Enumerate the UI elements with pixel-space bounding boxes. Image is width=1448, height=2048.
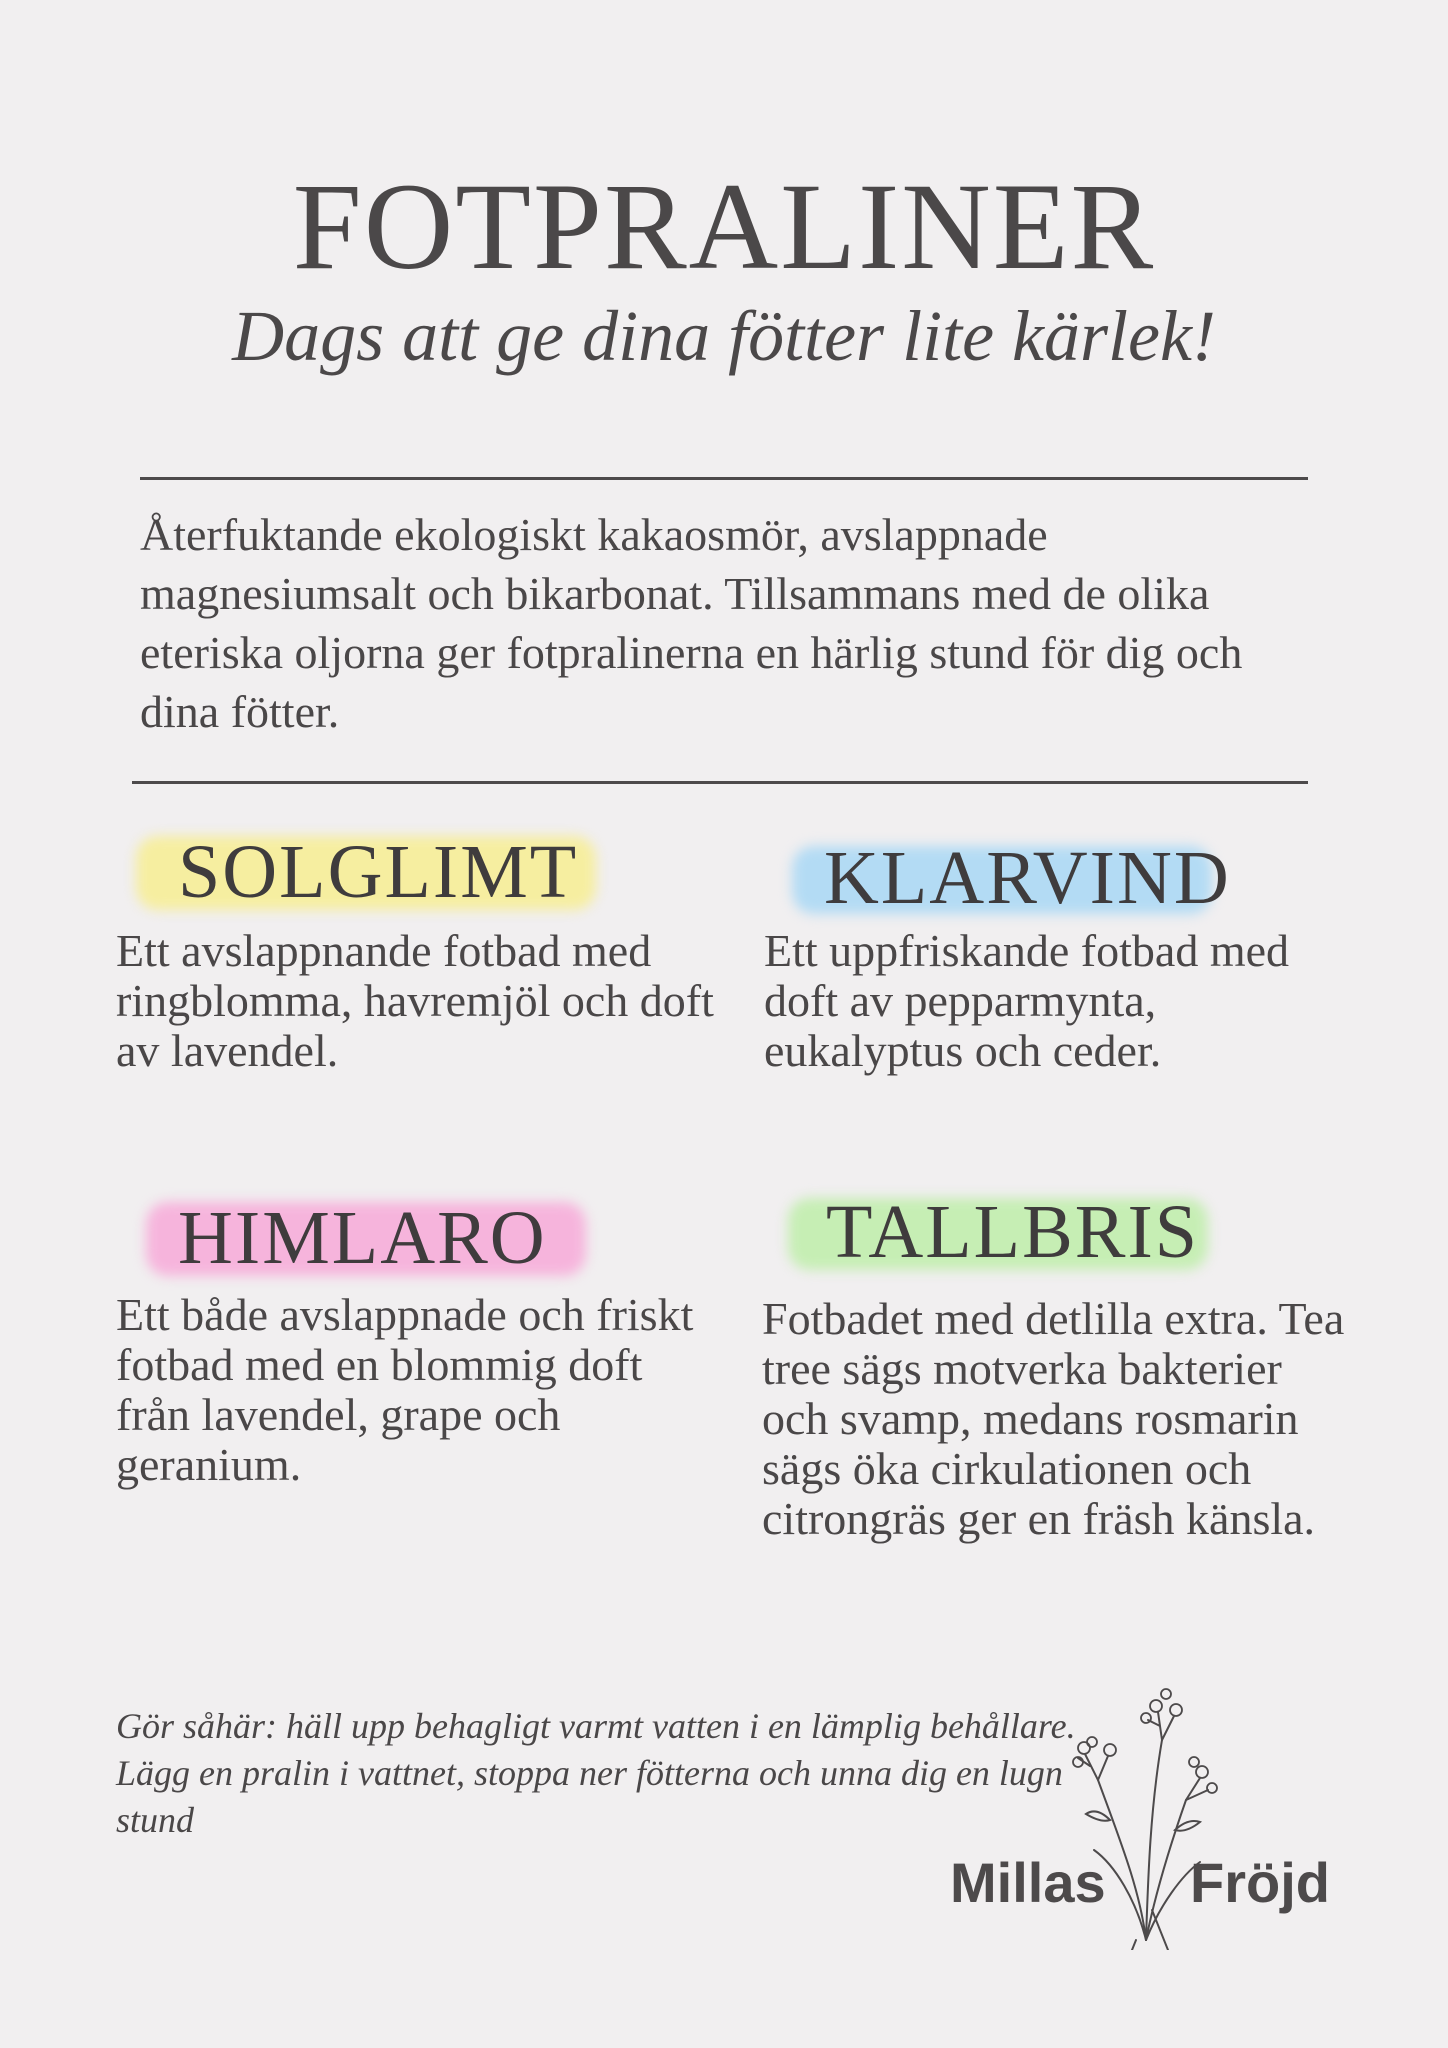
brand-logo	[950, 1650, 1350, 1950]
intro-text: Återfuktande ekologiskt kakaosmör, avslappnade magnesiumsalt och bikarbonat. Tillsammans med de olika eteriska oljorna ger fotpralinerna en härlig stund för dig och dina fötter.	[140, 509, 1243, 737]
section-klarvind	[762, 832, 1362, 1092]
section-himlaro	[116, 1192, 736, 1492]
divider-top	[140, 477, 1308, 480]
section-heading: KLARVIND	[824, 836, 1231, 920]
instructions-text: Gör såhär: häll upp behagligt varmt vatten i en lämplig behållare. Lägg en pralin i vattnet, stoppa ner fötterna och unna dig en lugn stund	[116, 1706, 1076, 1840]
page-subtitle: Dags att ge dina fötter lite kärlek!	[232, 296, 1216, 376]
page-title: FOTPRALINER	[292, 158, 1156, 295]
section-heading: SOLGLIMT	[178, 830, 579, 914]
section-solglimt	[116, 828, 736, 1088]
section-text: Ett avslappnande fotbad med ringblomma, havremjöl och doft av lavendel.	[116, 925, 714, 1076]
section-heading: TALLBRIS	[826, 1190, 1200, 1274]
section-text: Fotbadet med detlilla extra. Tea tree sägs motverka bakterier och svamp, medans rosmarin sägs öka cirkulationen och citrongräs ger en fräsh känsla.	[762, 1293, 1345, 1544]
section-text: Ett uppfriskande fotbad med doft av pepparmynta, eukalyptus och ceder.	[764, 925, 1290, 1076]
section-tallbris	[758, 1188, 1378, 1608]
divider-bottom	[132, 781, 1308, 784]
logo-word-right: Fröjd	[1190, 1851, 1330, 1914]
logo-word-left: Millas	[950, 1851, 1106, 1914]
section-heading: HIMLARO	[178, 1196, 547, 1280]
section-text: Ett både avslappnade och friskt fotbad med en blommig doft från lavendel, grape och geranium.	[116, 1289, 694, 1490]
